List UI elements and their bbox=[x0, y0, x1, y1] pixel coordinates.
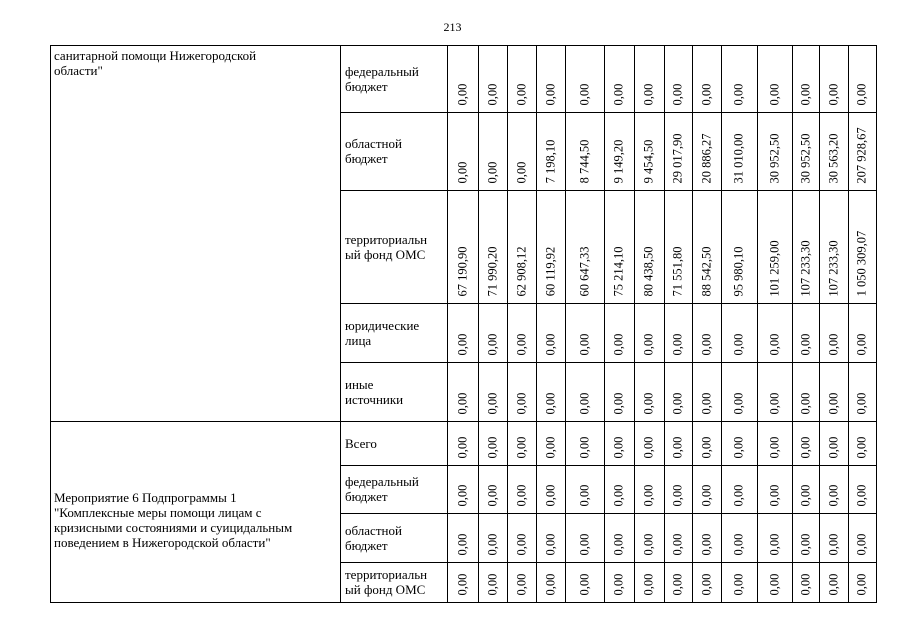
amount-value: 0,00 bbox=[611, 484, 626, 506]
amount-value: 80 438,50 bbox=[641, 246, 656, 296]
amount-value: 0,00 bbox=[797, 436, 812, 458]
amount-value: 0,00 bbox=[454, 161, 469, 183]
page-number: 213 bbox=[443, 20, 462, 34]
grid-line bbox=[634, 45, 635, 421]
amount-value: 0,00 bbox=[766, 573, 781, 595]
amount-value: 0,00 bbox=[542, 573, 557, 595]
amount-value: 0,00 bbox=[641, 484, 656, 506]
amount-value: 0,00 bbox=[825, 436, 840, 458]
funding-source-label: территориальн ый фонд ОМС bbox=[345, 232, 428, 262]
grid-line bbox=[340, 562, 877, 563]
grid-line bbox=[340, 45, 341, 421]
amount-value: 0,00 bbox=[670, 573, 685, 595]
grid-line bbox=[634, 421, 635, 602]
amount-value: 0,00 bbox=[825, 484, 840, 506]
grid-line bbox=[721, 421, 722, 602]
amount-value: 0,00 bbox=[513, 392, 528, 414]
amount-value: 0,00 bbox=[766, 83, 781, 105]
funding-source-label: территориальн ый фонд ОМС bbox=[345, 567, 428, 597]
amount-value: 0,00 bbox=[542, 83, 557, 105]
amount-value: 0,00 bbox=[825, 573, 840, 595]
funding-source-label: федеральный бюджет bbox=[345, 474, 419, 504]
amount-value: 31 010,00 bbox=[731, 133, 746, 183]
amount-value: 0,00 bbox=[576, 533, 591, 555]
amount-value: 0,00 bbox=[611, 83, 626, 105]
grid-line bbox=[664, 421, 665, 602]
amount-value: 0,00 bbox=[542, 436, 557, 458]
amount-value: 107 233,30 bbox=[798, 239, 813, 297]
amount-value: 0,00 bbox=[641, 436, 656, 458]
amount-value: 71 551,80 bbox=[670, 246, 685, 296]
amount-value: 0,00 bbox=[454, 533, 469, 555]
grid-line bbox=[848, 45, 849, 421]
amount-value: 0,00 bbox=[698, 333, 713, 355]
amount-value: 0,00 bbox=[513, 573, 528, 595]
amount-value: 20 886,27 bbox=[699, 133, 713, 183]
amount-value: 0,00 bbox=[766, 533, 781, 555]
amount-value: 0,00 bbox=[542, 392, 557, 414]
grid-line bbox=[447, 45, 448, 421]
amount-value: 0,00 bbox=[797, 333, 812, 355]
amount-value: 0,00 bbox=[825, 533, 840, 555]
amount-value: 0,00 bbox=[454, 573, 469, 595]
amount-value: 62 908,12 bbox=[514, 246, 528, 296]
amount-value: 0,00 bbox=[542, 333, 557, 355]
amount-value: 1 050 309,07 bbox=[854, 230, 869, 296]
grid-line bbox=[692, 421, 693, 602]
amount-value: 0,00 bbox=[797, 392, 812, 414]
amount-value: 0,00 bbox=[513, 161, 528, 183]
amount-value: 0,00 bbox=[641, 333, 656, 355]
grid-line bbox=[565, 421, 566, 602]
amount-value: 0,00 bbox=[576, 83, 591, 105]
amount-value: 0,00 bbox=[454, 484, 469, 506]
grid-line bbox=[692, 45, 693, 421]
amount-value: 0,00 bbox=[731, 573, 746, 595]
measure-title: Мероприятие 6 Подпрограммы 1 "Комплексные меры помощи лицам с кризисными состояниями и суицидальным поведением в Нижегородской области" bbox=[54, 490, 293, 550]
amount-value: 95 980,10 bbox=[731, 246, 746, 296]
amount-value: 0,00 bbox=[766, 436, 781, 458]
amount-value: 9 149,20 bbox=[611, 139, 626, 183]
amount-value: 0,00 bbox=[542, 484, 557, 506]
grid-line bbox=[876, 421, 877, 602]
amount-value: 0,00 bbox=[766, 333, 781, 355]
grid-line bbox=[478, 45, 479, 421]
amount-value: 101 259,00 bbox=[767, 239, 782, 297]
amount-value: 0,00 bbox=[670, 484, 685, 506]
grid-line bbox=[721, 45, 722, 421]
amount-value: 29 017,90 bbox=[670, 133, 685, 183]
grid-line bbox=[50, 602, 877, 603]
amount-value: 0,00 bbox=[576, 573, 591, 595]
amount-value: 0,00 bbox=[576, 392, 591, 414]
grid-line bbox=[604, 45, 605, 421]
funding-source-label: областной бюджет bbox=[345, 523, 402, 553]
grid-line bbox=[340, 112, 877, 113]
grid-line bbox=[565, 45, 566, 421]
grid-line bbox=[876, 45, 877, 421]
grid-line bbox=[340, 421, 341, 602]
amount-value: 0,00 bbox=[731, 436, 746, 458]
amount-value: 0,00 bbox=[670, 83, 685, 105]
amount-value: 7 198,10 bbox=[542, 139, 557, 183]
amount-value: 0,00 bbox=[641, 83, 656, 105]
amount-value: 0,00 bbox=[670, 533, 685, 555]
amount-value: 0,00 bbox=[670, 436, 685, 458]
grid-line bbox=[478, 421, 479, 602]
amount-value: 0,00 bbox=[854, 436, 869, 458]
amount-value: 30 952,50 bbox=[767, 133, 781, 183]
grid-line bbox=[792, 45, 793, 421]
grid-line bbox=[507, 45, 508, 421]
amount-value: 0,00 bbox=[797, 484, 812, 506]
amount-value: 0,00 bbox=[641, 392, 656, 414]
amount-value: 71 990,20 bbox=[485, 246, 499, 296]
amount-value: 0,00 bbox=[611, 436, 626, 458]
amount-value: 0,00 bbox=[698, 484, 713, 506]
amount-value: 0,00 bbox=[797, 573, 812, 595]
amount-value: 0,00 bbox=[576, 436, 591, 458]
amount-value: 0,00 bbox=[825, 392, 840, 414]
amount-value: 0,00 bbox=[825, 333, 840, 355]
grid-line bbox=[536, 45, 537, 421]
grid-line bbox=[340, 190, 877, 191]
grid-line bbox=[664, 45, 665, 421]
amount-value: 0,00 bbox=[698, 392, 713, 414]
amount-value: 0,00 bbox=[731, 333, 746, 355]
grid-line bbox=[447, 421, 448, 602]
amount-value: 0,00 bbox=[854, 484, 869, 506]
grid-line bbox=[340, 303, 877, 304]
amount-value: 0,00 bbox=[611, 392, 626, 414]
amount-value: 0,00 bbox=[641, 533, 656, 555]
grid-line bbox=[507, 421, 508, 602]
grid-line bbox=[819, 421, 820, 602]
amount-value: 60 647,33 bbox=[577, 246, 591, 296]
amount-value: 0,00 bbox=[611, 533, 626, 555]
amount-value: 0,00 bbox=[797, 83, 812, 105]
amount-value: 0,00 bbox=[611, 573, 626, 595]
amount-value: 0,00 bbox=[513, 83, 528, 105]
amount-value: 107 233,30 bbox=[826, 239, 841, 297]
amount-value: 0,00 bbox=[731, 392, 746, 414]
grid-line bbox=[50, 421, 51, 602]
amount-value: 75 214,10 bbox=[611, 246, 626, 296]
amount-value: 207 928,67 bbox=[854, 126, 869, 184]
amount-value: 0,00 bbox=[484, 83, 499, 105]
amount-value: 0,00 bbox=[698, 83, 713, 105]
amount-value: 0,00 bbox=[484, 161, 499, 183]
amount-value: 30 952,50 bbox=[798, 133, 812, 183]
amount-value: 0,00 bbox=[454, 436, 469, 458]
amount-value: 0,00 bbox=[484, 333, 499, 355]
amount-value: 67 190,90 bbox=[455, 246, 469, 296]
amount-value: 30 563,20 bbox=[826, 133, 840, 183]
amount-value: 9 454,50 bbox=[641, 139, 656, 183]
grid-line bbox=[340, 465, 877, 466]
funding-source-label: юридические лица bbox=[345, 318, 420, 348]
amount-value: 0,00 bbox=[731, 83, 746, 105]
amount-value: 0,00 bbox=[513, 333, 528, 355]
grid-line bbox=[792, 421, 793, 602]
amount-value: 0,00 bbox=[484, 533, 499, 555]
amount-value: 0,00 bbox=[513, 484, 528, 506]
amount-value: 0,00 bbox=[484, 436, 499, 458]
funding-source-label: Всего bbox=[345, 436, 377, 451]
amount-value: 0,00 bbox=[576, 333, 591, 355]
funding-source-label: иные источники bbox=[345, 377, 404, 407]
amount-value: 0,00 bbox=[641, 573, 656, 595]
amount-value: 0,00 bbox=[854, 83, 869, 105]
amount-value: 0,00 bbox=[611, 333, 626, 355]
amount-value: 0,00 bbox=[825, 83, 840, 105]
grid-line bbox=[50, 45, 877, 46]
measure-title: санитарной помощи Нижегородской области" bbox=[54, 48, 257, 78]
grid-line bbox=[50, 421, 877, 422]
grid-line bbox=[757, 421, 758, 602]
amount-value: 0,00 bbox=[854, 392, 869, 414]
grid-line bbox=[340, 513, 877, 514]
grid-line bbox=[848, 421, 849, 602]
amount-value: 0,00 bbox=[513, 533, 528, 555]
amount-value: 0,00 bbox=[454, 392, 469, 414]
funding-source-label: федеральный бюджет bbox=[345, 64, 419, 94]
amount-value: 0,00 bbox=[484, 484, 499, 506]
funding-source-label: областной бюджет bbox=[345, 136, 402, 166]
amount-value: 0,00 bbox=[484, 392, 499, 414]
amount-value: 0,00 bbox=[797, 533, 812, 555]
grid-line bbox=[757, 45, 758, 421]
amount-value: 0,00 bbox=[513, 436, 528, 458]
amount-value: 0,00 bbox=[854, 533, 869, 555]
amount-value: 60 119,92 bbox=[542, 246, 557, 296]
amount-value: 0,00 bbox=[766, 392, 781, 414]
amount-value: 0,00 bbox=[542, 533, 557, 555]
amount-value: 0,00 bbox=[698, 436, 713, 458]
amount-value: 0,00 bbox=[854, 573, 869, 595]
amount-value: 0,00 bbox=[454, 83, 469, 105]
amount-value: 0,00 bbox=[454, 333, 469, 355]
amount-value: 88 542,50 bbox=[699, 246, 713, 296]
amount-value: 0,00 bbox=[766, 484, 781, 506]
grid-line bbox=[536, 421, 537, 602]
grid-line bbox=[604, 421, 605, 602]
amount-value: 0,00 bbox=[698, 533, 713, 555]
grid-line bbox=[50, 45, 51, 421]
amount-value: 0,00 bbox=[854, 333, 869, 355]
amount-value: 0,00 bbox=[731, 533, 746, 555]
amount-value: 0,00 bbox=[576, 484, 591, 506]
grid-line bbox=[340, 362, 877, 363]
amount-value: 8 744,50 bbox=[576, 139, 591, 183]
amount-value: 0,00 bbox=[484, 573, 499, 595]
amount-value: 0,00 bbox=[670, 333, 685, 355]
amount-value: 0,00 bbox=[698, 573, 713, 595]
amount-value: 0,00 bbox=[731, 484, 746, 506]
amount-value: 0,00 bbox=[670, 392, 685, 414]
grid-line bbox=[819, 45, 820, 421]
